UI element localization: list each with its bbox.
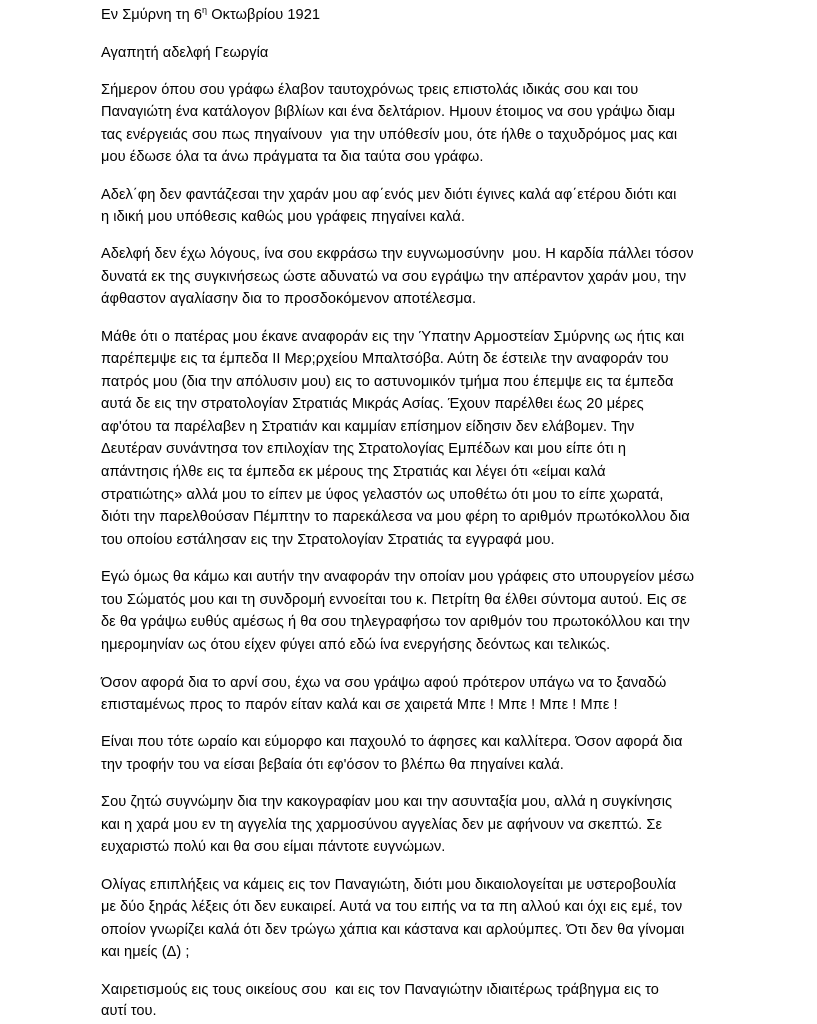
text-line: την τροφήν του να είσαι βεβαία ότι εφ'όσον το βλέπω θα πηγαίνει καλά. xyxy=(101,757,564,773)
text-line: πατρός μου (δια την απόλυσιν μου) εις το αστυνομικόν τμήμα που έπεμψε εις τα έμπεδα xyxy=(101,374,674,390)
text-line: οποίον γνωρίζει καλά ότι δεν τρώγω χάπια και κάστανα και αρλούμπες. Ότι δεν θα γίνομαι xyxy=(101,922,685,938)
text-line: επισταμένως προς το παρόν είταν καλά και σε χαιρετά Μπε ! Μπε ! Μπε ! Μπε ! xyxy=(101,697,618,713)
text-line: Εγώ όμως θα κάμω και αυτήν την αναφοράν την οποίαν μου γράφεις στο υπουργείον μέσω xyxy=(101,569,695,585)
text-line: άφθαστον αγαλίασην δια το προσδοκόμενον αποτέλεσμα. xyxy=(101,291,477,307)
text-line: η ιδική μου υπόθεσις καθώς μου γράφεις πηγαίνει καλά. xyxy=(101,209,466,225)
text-line: με δύο ξηράς λέξεις ότι δεν ευκαιρεί. Αυτά να του ειπής να τα πη αλλού και όχι εις εμέ, τον xyxy=(101,899,683,915)
text-line: αυτί του. xyxy=(101,1003,157,1019)
text-line: ευχαριστώ πολύ και θα σου είμαι πάντοτε ευγνώμων. xyxy=(101,839,446,855)
letter-greeting: Αγαπητή αδελφή Γεωργία xyxy=(101,45,269,61)
text-line: και ημείς (Δ) ; xyxy=(101,944,190,960)
text-line: Αδελ΄φη δεν φαντάζεσαι την χαράν μου αφ΄ενός μεν διότι έγινες καλά αφ΄ετέρου διότι και xyxy=(101,187,677,203)
text-line: διότι την παρελθούσαν Πέμπτην το παρεκάλεσα να μου φέρη το αριθμόν πρωτόκολλου δια xyxy=(101,509,690,525)
text-line: και η χαρά μου εν τη αγγελία της χαρμοσύνου αγγελίας δεν με αφήνουν να σκεπτώ. Σε xyxy=(101,817,662,833)
text-line: μου έδωσε όλα τα άνω πράγματα τα δια ταύτα σου γράφω. xyxy=(101,149,484,165)
text-line: στρατιώτης» αλλά μου το είπεν με ύφος γελαστόν ως υποθέτω ότι μου το είπε χωρατά, xyxy=(101,487,664,503)
text-line: Αδελφή δεν έχω λόγους, ίνα σου εκφράσω την ευγνωμοσύνην μου. Η καρδία πάλλει τόσον xyxy=(101,246,694,262)
text-line: Σου ζητώ συγνώμην δια την κακογραφίαν μου και την ασυνταξία μου, αλλά η συγκίνησις xyxy=(101,794,673,810)
text-line: Χαιρετισμούς εις τους οικείους σου και εις τον Παναγιώτην ιδιαιτέρως τράβηγμα εις το xyxy=(101,982,659,998)
text-line: Είναι που τότε ωραίο και εύμορφο και παχουλό το άφησες και καλλίτερα. Όσον αφορά δια xyxy=(101,734,683,750)
text-line: δυνατά εκ της συγκινήσεως ώστε αδυνατώ να σου εγράψω την απέραντον χαράν μου, την xyxy=(101,269,687,285)
text-line: Δευτέραν συνάντησα τον επιλοχίαν της Στρατολογίας Εμπέδων και μου είπε ότι η xyxy=(101,441,627,457)
text-line: Μάθε ότι ο πατέρας μου έκανε αναφοράν εις την Ύπατην Αρμοστείαν Σμύρνης ως ήτις και xyxy=(101,329,685,345)
text-line: αφ'ότου τα παρέλαβεν η Στρατιάν και καμμίαν επίσημον είδησιν δεν ελάβομεν. Την xyxy=(101,419,635,435)
text-line: Σήμερον όπου σου γράφω έλαβον ταυτοχρόνως τρεις επιστολάς ιδικάς σου και του xyxy=(101,82,639,98)
text-line: ημερομηνίαν ως ότου είχεν φύγει από εδώ ίνα ενεργήσης δεόντως και τελικώς. xyxy=(101,637,611,653)
text-line: του Σώματός μου και τη συνδρομή εννοείται του κ. Πετρίτη θα έλθει σύντομα αυτού. Εις σε xyxy=(101,592,687,608)
text-line: αυτά δε εις την στρατολογίαν Στρατιάς Μικράς Ασίας. Έχουν παρέλθει έως 20 μέρες xyxy=(101,396,644,412)
text-line: δε θα γράψω ευθύς αμέσως ή θα σου τηλεγραφήσω τον αριθμόν του πρωτοκόλλου και την xyxy=(101,614,690,630)
text-line: Ολίγας επιπλήξεις να κάμεις εις τον Παναγιώτη, διότι μου δικαιολογείται με υστεροβουλία xyxy=(101,877,677,893)
text-line: του οποίου εστάλησαν εις την Στρατολογίαν Στρατιάς τα εγγραφά μου. xyxy=(101,532,555,548)
letter-date-header: Εν Σμύρνη τη $6^\eta$ Οκτωβρίου 1921 xyxy=(101,5,321,23)
text-line: Παναγιώτη ένα κατάλογον βιβλίων και ένα δελτάριον. Ημουν έτοιμος να σου γράψω διαμ xyxy=(101,104,676,120)
text-line: απάντησις ήλθε εις τα έμπεδα εκ μέρους της Στρατιάς και λέγει ότι «είμαι καλά xyxy=(101,464,606,480)
text-line: Όσον αφορά δια το αρνί σου, έχω να σου γράψω αφού πρότερον υπάγω να το ξαναδώ xyxy=(101,675,667,691)
text-line: τας ενέργειάς σου πως πηγαίνουν για την υπόθεσίν μου, ότε ήλθε ο ταχυδρόμος μας και xyxy=(101,127,678,143)
text-line: παρέπεμψε εις τα έμπεδα ΙΙ Μερ;ρχείου Μπαλτσόβα. Αύτη δε έστειλε την αναφοράν του xyxy=(101,351,669,367)
